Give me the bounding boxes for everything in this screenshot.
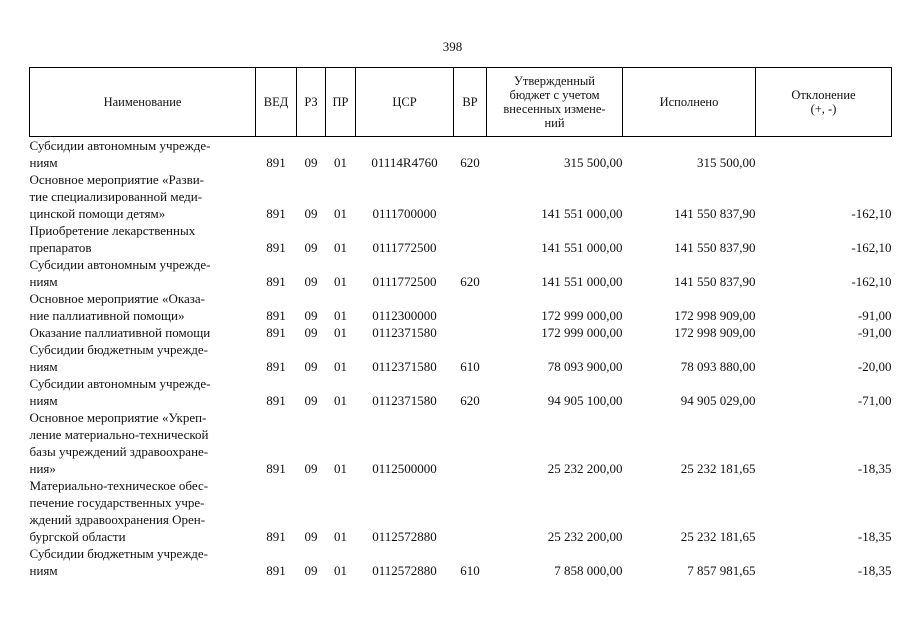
row-pr: 01 xyxy=(334,393,347,408)
header-vr: ВР xyxy=(454,68,487,137)
row-name-line: Субсидии бюджетным учрежде- xyxy=(29,342,209,357)
row-rz: 09 xyxy=(304,308,318,323)
row-pr: 01 xyxy=(334,529,347,544)
row-deviation: -20,00 xyxy=(857,359,892,374)
header-budget-line: Утвержденный xyxy=(514,74,595,88)
row-ved: 891 xyxy=(266,461,286,476)
row-executed: 172 998 909,00 xyxy=(674,325,756,340)
row-vr xyxy=(454,324,487,341)
row-csr: 0112371580 xyxy=(372,393,437,408)
row-csr: 0112371580 xyxy=(372,325,437,340)
row-name-line: ния» xyxy=(29,461,56,476)
row-pr: 01 xyxy=(334,563,347,578)
row-ved: 891 xyxy=(266,563,286,578)
row-budget: 172 999 000,00 xyxy=(541,308,623,323)
row-name-line: цинской помощи детям» xyxy=(29,206,166,221)
row-executed: 25 232 181,65 xyxy=(680,461,756,476)
row-csr: 0111772500 xyxy=(372,274,437,289)
row-name-line: тие специализированной меди- xyxy=(29,189,203,204)
row-ved: 891 xyxy=(266,308,286,323)
row-name-line: ние паллиативной помощи» xyxy=(29,308,185,323)
row-name xyxy=(30,545,256,579)
row-executed: 94 905 029,00 xyxy=(680,393,756,408)
header-budget-line: ний xyxy=(544,116,565,130)
header-deviation-line: Отклонение xyxy=(791,88,856,102)
header-rz: РЗ xyxy=(297,68,326,137)
row-csr: 0112300000 xyxy=(372,308,437,323)
row-budget: 7 858 000,00 xyxy=(554,563,623,578)
budget-execution-table xyxy=(29,67,892,579)
row-deviation: -91,00 xyxy=(857,325,892,340)
row-name-line: Оказание паллиативной помощи xyxy=(29,325,211,340)
row-name-line: печение государственных учре- xyxy=(29,495,205,510)
row-budget: 141 551 000,00 xyxy=(541,240,623,255)
row-deviation: -71,00 xyxy=(857,393,892,408)
row-budget: 141 551 000,00 xyxy=(541,206,623,221)
row-executed: 78 093 880,00 xyxy=(680,359,756,374)
row-name xyxy=(30,222,256,256)
row-pr: 01 xyxy=(334,308,347,323)
table-row xyxy=(30,477,892,545)
row-ved: 891 xyxy=(266,274,286,289)
row-name-line: Основное мероприятие «Оказа- xyxy=(29,291,205,306)
row-name-line: ление материально-технической xyxy=(29,427,209,442)
row-rz: 09 xyxy=(304,206,318,221)
row-vr xyxy=(454,222,487,256)
row-budget: 141 551 000,00 xyxy=(541,274,623,289)
row-vr: 620 xyxy=(460,274,480,289)
row-pr: 01 xyxy=(334,325,347,340)
row-ved: 891 xyxy=(266,206,286,221)
row-executed: 7 857 981,65 xyxy=(687,563,756,578)
header-deviation xyxy=(756,68,892,137)
row-pr: 01 xyxy=(334,206,347,221)
row-vr xyxy=(454,409,487,477)
row-deviation: -18,35 xyxy=(857,461,892,476)
row-name-line: ждений здравоохранения Орен- xyxy=(29,512,206,527)
row-deviation: -162,10 xyxy=(851,206,892,221)
row-name-line: Субсидии автономным учрежде- xyxy=(29,138,211,153)
row-rz: 09 xyxy=(304,155,318,170)
table-row xyxy=(30,290,892,324)
row-name xyxy=(30,290,256,324)
row-vr xyxy=(454,171,487,222)
table-row xyxy=(30,375,892,409)
table-row xyxy=(30,171,892,222)
row-rz: 09 xyxy=(304,563,318,578)
row-rz: 09 xyxy=(304,274,318,289)
row-deviation: -162,10 xyxy=(851,274,892,289)
row-csr: 01114R4760 xyxy=(371,155,438,170)
header-name: Наименование xyxy=(30,68,256,137)
row-csr: 0112572880 xyxy=(372,529,437,544)
row-name-line: Основное мероприятие «Разви- xyxy=(29,172,204,187)
row-name xyxy=(30,409,256,477)
row-name-line: Материально-техническое обес- xyxy=(29,478,209,493)
table-row xyxy=(30,222,892,256)
row-name-line: Субсидии бюджетным учрежде- xyxy=(29,546,209,561)
row-ved: 891 xyxy=(266,325,286,340)
row-pr: 01 xyxy=(334,359,347,374)
row-name-line: ниям xyxy=(29,393,58,408)
table-row xyxy=(30,341,892,375)
row-deviation: -91,00 xyxy=(857,308,892,323)
row-name xyxy=(30,375,256,409)
row-executed: 25 232 181,65 xyxy=(680,529,756,544)
header-budget-line: бюджет с учетом xyxy=(509,88,600,102)
row-name-line: бургской области xyxy=(29,529,126,544)
row-csr: 0111700000 xyxy=(372,206,437,221)
row-ved: 891 xyxy=(266,240,286,255)
row-pr: 01 xyxy=(334,155,347,170)
table-row xyxy=(30,545,892,579)
row-deviation: -162,10 xyxy=(851,240,892,255)
table-row xyxy=(30,324,892,341)
header-pr: ПР xyxy=(326,68,356,137)
row-executed: 315 500,00 xyxy=(697,155,756,170)
row-name xyxy=(30,324,256,341)
row-vr: 620 xyxy=(460,155,480,170)
row-pr: 01 xyxy=(334,461,347,476)
row-name xyxy=(30,137,256,172)
row-executed: 172 998 909,00 xyxy=(674,308,756,323)
header-executed: Исполнено xyxy=(623,68,756,137)
row-rz: 09 xyxy=(304,325,318,340)
header-csr: ЦСР xyxy=(356,68,454,137)
row-csr: 0112500000 xyxy=(372,461,437,476)
row-name-line: ниям xyxy=(29,563,58,578)
row-executed: 141 550 837,90 xyxy=(674,206,756,221)
row-budget: 315 500,00 xyxy=(564,155,623,170)
header-deviation-line: (+, -) xyxy=(810,102,837,116)
row-budget: 25 232 200,00 xyxy=(547,529,623,544)
row-rz: 09 xyxy=(304,461,318,476)
row-name-line: базы учреждений здравоохране- xyxy=(29,444,209,459)
page-number: 398 xyxy=(442,39,463,54)
table-body xyxy=(30,137,892,580)
row-rz: 09 xyxy=(304,359,318,374)
row-csr: 0112371580 xyxy=(372,359,437,374)
row-name-line: ниям xyxy=(29,274,58,289)
row-name-line: Субсидии автономным учрежде- xyxy=(29,376,211,391)
row-csr: 0112572880 xyxy=(372,563,437,578)
row-budget: 78 093 900,00 xyxy=(547,359,623,374)
row-deviation xyxy=(756,137,892,172)
row-vr: 610 xyxy=(460,359,480,374)
row-name-line: ниям xyxy=(29,359,58,374)
table-header xyxy=(30,68,892,137)
row-vr: 610 xyxy=(460,563,480,578)
row-ved: 891 xyxy=(266,155,286,170)
row-deviation: -18,35 xyxy=(857,563,892,578)
row-budget: 25 232 200,00 xyxy=(547,461,623,476)
row-budget: 94 905 100,00 xyxy=(547,393,623,408)
table-row xyxy=(30,137,892,172)
row-vr xyxy=(454,290,487,324)
row-pr: 01 xyxy=(334,240,347,255)
row-budget: 172 999 000,00 xyxy=(541,325,623,340)
row-rz: 09 xyxy=(304,393,318,408)
row-ved: 891 xyxy=(266,393,286,408)
row-name-line: Субсидии автономным учрежде- xyxy=(29,257,211,272)
table-row xyxy=(30,409,892,477)
row-ved: 891 xyxy=(266,529,286,544)
row-deviation: -18,35 xyxy=(857,529,892,544)
row-name xyxy=(30,341,256,375)
row-pr: 01 xyxy=(334,274,347,289)
row-vr: 620 xyxy=(460,393,480,408)
header-ved: ВЕД xyxy=(256,68,297,137)
row-name xyxy=(30,171,256,222)
row-vr xyxy=(454,477,487,545)
row-executed: 141 550 837,90 xyxy=(674,240,756,255)
row-name xyxy=(30,256,256,290)
table-row xyxy=(30,256,892,290)
row-name-line: Приобретение лекарственных xyxy=(29,223,196,238)
row-rz: 09 xyxy=(304,529,318,544)
row-name xyxy=(30,477,256,545)
row-name-line: препаратов xyxy=(29,240,92,255)
row-rz: 09 xyxy=(304,240,318,255)
row-name-line: Основное мероприятие «Укреп- xyxy=(29,410,207,425)
header-budget-line: внесенных измене- xyxy=(503,102,606,116)
row-csr: 0111772500 xyxy=(372,240,437,255)
row-name-line: ниям xyxy=(29,155,58,170)
row-executed: 141 550 837,90 xyxy=(674,274,756,289)
header-budget xyxy=(487,68,623,137)
row-ved: 891 xyxy=(266,359,286,374)
